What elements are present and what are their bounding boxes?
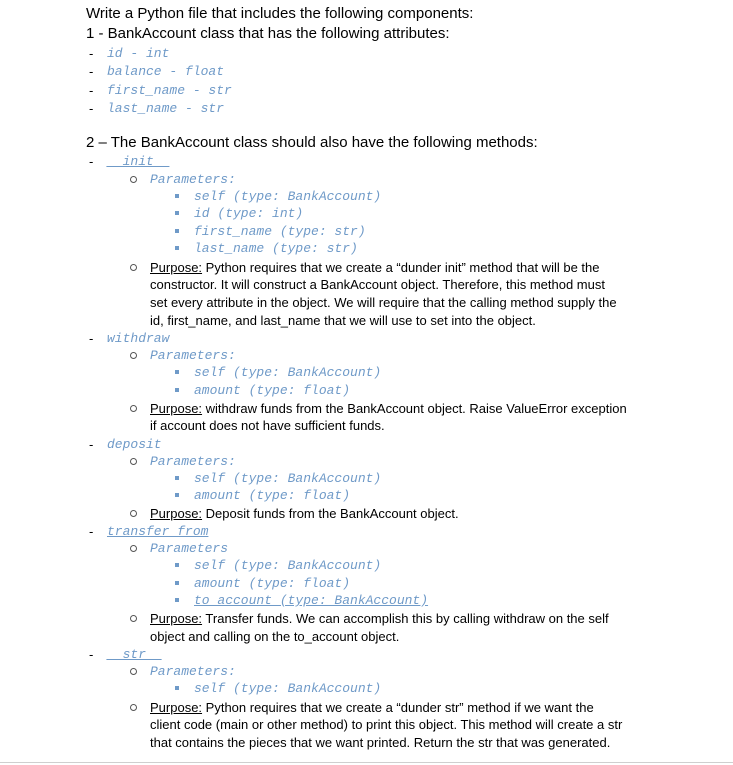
- transfer-purpose-line-1: [150, 610, 609, 627]
- str-params-label: Parameters:: [150, 664, 236, 679]
- page-bottom-divider: [0, 762, 733, 763]
- square-bullet-icon: [175, 598, 179, 602]
- transfer-param-amount: amount (type: float): [194, 576, 351, 591]
- purpose-text: Transfer funds. We can accomplish this by calling withdraw on the self: [202, 611, 609, 626]
- square-bullet-icon: [175, 370, 179, 374]
- purpose-text: withdraw funds from the BankAccount object. Raise ValueError exception: [202, 401, 627, 416]
- method-transfer-from-name: transfer_from: [107, 524, 209, 539]
- init-params-label: Parameters:: [150, 172, 236, 187]
- intro-text: Write a Python file that includes the following components:: [86, 5, 474, 22]
- init-param-self: self (type: BankAccount): [194, 189, 382, 204]
- init-purpose-line-2: constructor. It will construct a BankAccount object. Therefore, this method must: [150, 277, 605, 292]
- bullet-dash: -: [89, 46, 94, 61]
- deposit-param-amount: amount (type: float): [194, 488, 351, 503]
- method-str-name: __str__: [107, 647, 162, 662]
- purpose-label: Purpose:: [150, 401, 203, 416]
- square-bullet-icon: [175, 476, 179, 480]
- bullet-dash: -: [89, 331, 94, 346]
- method-init-name: __init__: [107, 154, 170, 169]
- bullet-dash: -: [89, 64, 94, 79]
- method-withdraw-name: withdraw: [107, 331, 170, 346]
- str-purpose-line-1: [150, 699, 594, 716]
- withdraw-params-label: Parameters:: [150, 348, 236, 363]
- str-param-self: self (type: BankAccount): [194, 681, 382, 696]
- deposit-param-self: self (type: BankAccount): [194, 471, 382, 486]
- init-param-last-name: last_name (type: str): [194, 241, 358, 256]
- bullet-dash: -: [89, 101, 94, 116]
- square-bullet-icon: [175, 581, 179, 585]
- circle-bullet-icon: [130, 458, 137, 465]
- circle-bullet-icon: [130, 264, 137, 271]
- transfer-param-to-account: to_account (type: BankAccount): [194, 593, 429, 608]
- transfer-params-label: Parameters: [150, 541, 229, 556]
- attribute-last-name: last_name - str: [107, 101, 225, 116]
- init-purpose-line-3: set every attribute in the object. We will require that the calling method supply the: [150, 295, 617, 310]
- transfer-param-self: self (type: BankAccount): [194, 558, 382, 573]
- square-bullet-icon: [175, 211, 179, 215]
- purpose-text: Python requires that we create a “dunder init” method that will be the: [202, 260, 600, 275]
- attribute-balance: balance - float: [107, 64, 225, 79]
- square-bullet-icon: [175, 563, 179, 567]
- square-bullet-icon: [175, 194, 179, 198]
- section2-heading: 2 – The BankAccount class should also have the following methods:: [86, 134, 538, 151]
- bullet-dash: -: [89, 83, 94, 98]
- purpose-text: Python requires that we create a “dunder str” method if we want the: [202, 700, 594, 715]
- square-bullet-icon: [175, 493, 179, 497]
- circle-bullet-icon: [130, 352, 137, 359]
- transfer-purpose-line-2: object and calling on the to_account object.: [150, 629, 400, 644]
- attribute-id: id - int: [107, 46, 170, 61]
- square-bullet-icon: [175, 388, 179, 392]
- circle-bullet-icon: [130, 668, 137, 675]
- square-bullet-icon: [175, 229, 179, 233]
- bullet-dash: -: [89, 524, 94, 539]
- init-param-id: id (type: int): [194, 206, 304, 221]
- purpose-label: Purpose:: [150, 260, 203, 275]
- square-bullet-icon: [175, 246, 179, 250]
- square-bullet-icon: [175, 686, 179, 690]
- str-purpose-line-3: that contains the pieces that we want printed. Return the str that was generated.: [150, 735, 611, 750]
- withdraw-param-self: self (type: BankAccount): [194, 365, 382, 380]
- circle-bullet-icon: [130, 615, 137, 622]
- section1-heading: 1 - BankAccount class that has the following attributes:: [86, 25, 450, 42]
- attribute-first-name: first_name - str: [107, 83, 232, 98]
- purpose-label: Purpose:: [150, 700, 203, 715]
- init-param-first-name: first_name (type: str): [194, 224, 366, 239]
- bullet-dash: -: [89, 154, 94, 169]
- circle-bullet-icon: [130, 545, 137, 552]
- withdraw-purpose-line-1: [150, 400, 627, 417]
- deposit-params-label: Parameters:: [150, 454, 236, 469]
- withdraw-purpose-line-2: if account does not have sufficient funds.: [150, 418, 385, 433]
- purpose-label: Purpose:: [150, 506, 203, 521]
- bullet-dash: -: [89, 437, 94, 452]
- str-purpose-line-2: client code (main or other method) to print this object. This method will create a str: [150, 717, 623, 732]
- circle-bullet-icon: [130, 176, 137, 183]
- init-purpose-line-1: [150, 259, 600, 276]
- circle-bullet-icon: [130, 704, 137, 711]
- purpose-label: Purpose:: [150, 611, 203, 626]
- init-purpose-line-4: id, first_name, and last_name that we will use to set into the object.: [150, 313, 536, 328]
- circle-bullet-icon: [130, 510, 137, 517]
- deposit-purpose-line-1: [150, 505, 459, 522]
- withdraw-param-amount: amount (type: float): [194, 383, 351, 398]
- bullet-dash: -: [89, 647, 94, 662]
- circle-bullet-icon: [130, 405, 137, 412]
- purpose-text: Deposit funds from the BankAccount object.: [202, 506, 459, 521]
- method-deposit-name: deposit: [107, 437, 162, 452]
